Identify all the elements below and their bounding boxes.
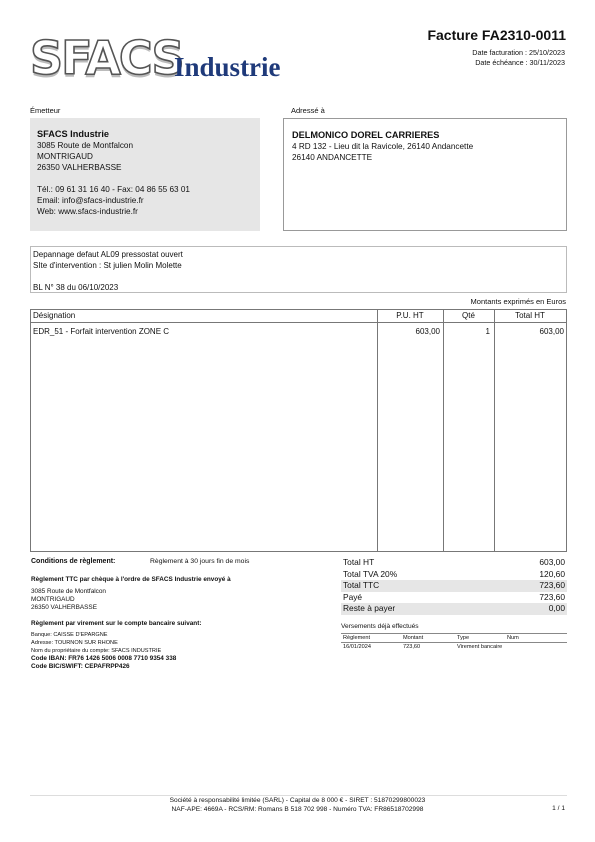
remaining-row [341,603,567,615]
info-line-2: SIte d'intervention : St julien Molin Molette [33,261,182,270]
paid-row [341,592,567,604]
recipient-address: 4 RD 132 - Lieu dit la Ravicole, 26140 Andancette [292,142,474,151]
total-ht-row [341,557,567,569]
total-label: Reste à payer [343,603,396,613]
invoice-lines-table [30,309,567,552]
total-label: Total HT [343,557,375,567]
payment-conditions [31,558,250,565]
recipient-name: DELMONICO DOREL CARRIERES [292,130,440,140]
cheque-title: Règlement TTC par chèque à l'ordre de SFACS Industrie envoyé à [31,576,231,583]
row-unit-price: 603,00 [415,327,440,336]
total-value: 603,00 [539,557,565,567]
total-value: 0,00 [548,603,565,613]
account-owner: Nom du propriétaire du compte: SFACS INDUSTRIE [31,648,162,654]
payments-made [341,623,567,652]
recipient-box [283,118,567,231]
total-value: 723,60 [539,591,565,602]
payment-cell: 723,60 [403,644,421,650]
row-quantity: 1 [485,327,490,336]
total-label: Total TVA 20% [343,568,398,579]
col-header-total: Total HT [515,311,545,320]
payments-header-cell: Num [507,635,519,641]
company-logo [30,31,290,86]
cheque-address-line: 26350 VALHERBASSE [31,604,97,611]
due-date: Date échéance : 30/11/2023 [475,57,565,67]
transfer-title: Règlement par virement sur le compte bancaire suivant: [31,620,202,627]
total-label: Payé [343,591,363,602]
footer-line-1: Société à responsabilité limitée (SARL) - Capital de 8 000 € - SIRET : 51870299800023 [169,797,426,804]
cheque-address [31,588,106,612]
emitter-address: 3085 Route de Montfalcon [37,141,134,150]
total-tva-row [341,569,567,581]
emitter-zip-city: 26350 VALHERBASSE [37,163,122,172]
col-header-quantity: Qté [462,311,475,320]
info-line-3: BL N° 38 du 06/10/2023 [33,283,119,292]
payments-header [341,633,567,643]
col-header-designation: Désignation [33,311,76,320]
recipient-zip-city: 26140 ANDANCETTE [292,153,373,162]
payments-made-title: Versements déjà effectués [341,623,419,630]
payments-header-cell: Règlement [343,635,371,641]
emitter-email: Email: info@sfacs-industrie.fr [37,196,144,205]
total-label: Total TTC [343,580,380,590]
info-line-1: Depannage defaut AL09 pressostat ouvert [33,250,183,259]
payment-row [341,643,567,652]
emitter-city: MONTRIGAUD [37,152,93,161]
intervention-info-box [30,246,567,293]
conditions-value: Règlement à 30 jours fin de mois [150,558,250,565]
currency-note: Montants exprimés en Euros [470,297,566,306]
row-designation: EDR_51 - Forfait intervention ZONE C [33,327,170,336]
total-value: 120,60 [539,568,565,579]
logo-main-text: SFACS [30,31,183,85]
iban: Code IBAN: FR76 1426 5006 0008 7710 9354 338 [31,655,177,662]
emitter-label: Émetteur [30,106,61,115]
total-ttc-row [341,580,567,592]
recipient-label: Adressé à [291,106,325,115]
invoice-title: Facture FA2310-0011 [427,27,566,43]
payments-header-cell: Type [457,635,470,641]
footer [0,796,595,814]
bank-address: Adresse: TOURNON SUR RHONE [31,640,118,646]
col-header-unit-price: P.U. HT [396,311,424,320]
invoice-date: Date facturation : 25/10/2023 [472,48,565,57]
footer-line-2: NAF-APE: 4669A - RCS/RM: Romans B 518 702 998 - Numéro TVA: FR86518702998 [171,806,424,813]
page-number: 1 / 1 [552,805,565,812]
emitter-phone: Tél.: 09 61 31 16 40 - Fax: 04 86 55 63 01 [37,185,190,194]
cheque-address-line: 3085 Route de Montfalcon [31,588,106,595]
payment-cell: 16/01/2024 [343,644,371,650]
emitter-web: Web: www.sfacs-industrie.fr [37,207,138,216]
row-total: 603,00 [539,327,564,336]
invoice-dates [472,48,565,67]
conditions-label: Conditions de règlement: [31,558,116,565]
emitter-name: SFACS Industrie [37,129,109,139]
payments-header-cell: Montant [403,635,424,641]
emitter-box [30,118,260,231]
totals-block [341,557,567,615]
bank-details [31,631,176,671]
payment-cell: Virement bancaire [457,644,503,650]
bank-name: Banque: CAISSE D'EPARGNE [31,632,108,638]
logo-sub-text: Industrie [174,52,281,82]
bic: Code BIC/SWIFT: CEPAFRPP426 [31,663,130,670]
total-value: 723,60 [539,580,565,590]
cheque-address-line: MONTRIGAUD [31,596,75,603]
